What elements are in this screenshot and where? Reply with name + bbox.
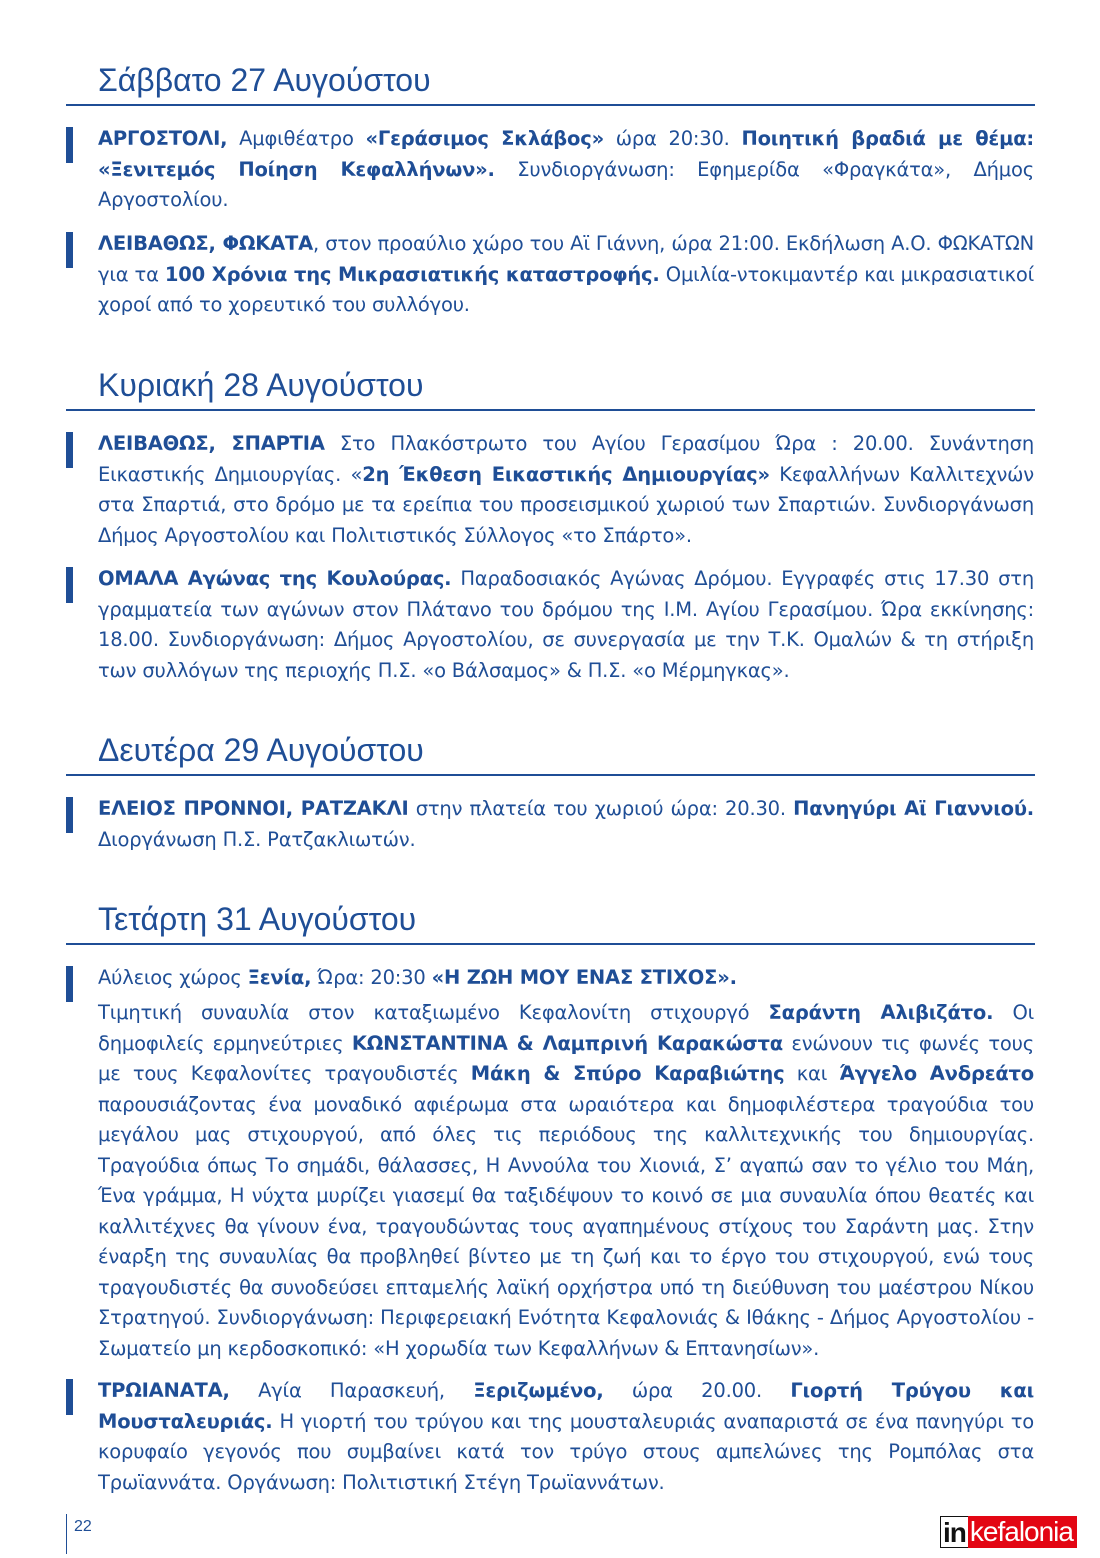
event-entry bbox=[98, 229, 1034, 321]
highlight-text: 100 Χρόνια της Μικρασιατικής καταστροφής. bbox=[164, 262, 660, 286]
footer-divider bbox=[66, 1514, 67, 1554]
heading-rule bbox=[66, 774, 1035, 776]
logo-in-text: in bbox=[940, 1516, 968, 1548]
event-entry bbox=[98, 124, 1034, 216]
highlight-text: ΛΕΙΒΑΘΩΣ, ΣΠΑΡΤΙΑ bbox=[98, 432, 325, 455]
highlight-text: ΕΛΕΙΟΣ ΠΡΟΝΝΟΙ, ΡΑΤΖΑΚΛΙ bbox=[98, 797, 409, 820]
body-text: Τιμητική συναυλία στον καταξιωμένο Κεφαλονίτη στιχουργό bbox=[98, 1001, 769, 1024]
body-text: ενώνουν τις φωνές τους με τους Κεφαλονίτες τραγουδιστές bbox=[98, 1031, 1034, 1085]
heading-rule bbox=[66, 104, 1035, 106]
event-entry bbox=[98, 564, 1034, 686]
highlight-text: ΑΡΓΟΣΤΟΛΙ, bbox=[98, 127, 228, 150]
logo-kefalonia-text: kefalonia bbox=[968, 1516, 1077, 1548]
section-heading-sun-28: Κυριακή 28 Αυγούστου bbox=[98, 367, 424, 403]
entry-marker-bar bbox=[66, 966, 73, 1002]
highlight-text: 2η Έκθεση Εικαστικής Δημιουργίας» bbox=[362, 462, 770, 486]
body-text: Ώρα: 20:30 bbox=[311, 966, 432, 989]
event-text bbox=[98, 429, 1034, 551]
highlight-text: Ξενία, bbox=[247, 966, 312, 989]
entry-marker-bar bbox=[66, 1379, 73, 1415]
highlight-text: ΚΩΝΣΤΑΝΤΙΝΑ & Λαμπρινή Καρακώστα bbox=[351, 1031, 783, 1055]
heading-rule bbox=[66, 409, 1035, 411]
event-text bbox=[98, 1376, 1034, 1498]
highlight-text: Ξεριζωμένο, bbox=[473, 1379, 604, 1402]
body-text: Οι δημοφιλείς ερμηνεύτριες bbox=[98, 1001, 1035, 1055]
event-entry bbox=[98, 1376, 1034, 1498]
event-text bbox=[98, 229, 1034, 321]
body-text: ώρα 20.00. bbox=[603, 1379, 791, 1402]
highlight-text: ΤΡΩΙΑΝΑΤΑ, bbox=[98, 1379, 230, 1402]
highlight-text: «Γεράσιμος Σκλάβος» bbox=[365, 127, 604, 150]
event-entry bbox=[98, 963, 1034, 994]
highlight-text: Ποιητική βραδιά με θέμα: «Ξενιτεμός Ποίηση Κεφαλλήνων». bbox=[98, 127, 1035, 181]
event-entry bbox=[98, 429, 1034, 551]
entry-marker-bar bbox=[66, 432, 73, 468]
body-text: ώρα 20:30. bbox=[603, 127, 742, 150]
highlight-text: Γιορτή Τρύγου και Μουσταλευριάς. bbox=[98, 1379, 1034, 1433]
highlight-text: ΟΜΑΛΑ Αγώνας της Κουλούρας. bbox=[98, 567, 452, 590]
heading-rule bbox=[66, 943, 1035, 945]
event-text bbox=[98, 794, 1034, 855]
event-text bbox=[98, 963, 1034, 994]
body-text: Η γιορτή του τρύγου και της μουσταλευριάς αναπαριστά σε ένα πανηγύρι το κορυφαίο γεγονός που συμβαίνει κατά τον τρύγο στους αμπελώνες της Ρομπόλας στα Τρωϊαννάτα. Οργάνωση: Πολιτιστική Στέγη Τρωϊαννάτων. bbox=[98, 1409, 1034, 1494]
section-heading-wed-31: Τετάρτη 31 Αυγούστου bbox=[98, 901, 417, 937]
body-text: Ομιλία-ντοκιμαντέρ και μικρασιατικοί χοροί από το χορευτικό του συλλόγου. bbox=[98, 262, 1034, 316]
highlight-text: Άγγελο Ανδρεάτο bbox=[839, 1062, 1034, 1085]
body-text: παρουσιάζοντας ένα μοναδικό αφιέρωμα στα ωραιότερα και δημοφιλέστερα τραγούδια του μεγάλου μας στιχουργού, από όλες τις περιόδους της καλλιτεχνικής του δημιουργίας. Τραγούδια όπως Το σημάδι, θάλασσες, Η Αννούλα του Χιονιά, Σ’ αγαπώ σαν το γέλιο του Μάη, Ένα γράμμα, Η νύχτα μυρίζει γιασεμί θα ταξιδέψουν το κοινό σε μια συναυλία όπου θεατές και καλλιτέχνες θα γίνουν ένα, τραγουδώντας τους αγαπημένους στίχους του Σαράντη μας. Στην έναρξη της συναυλίας θα προβληθεί βίντεο με τη ζωή και το έργο του στιχουργού, ενώ τους τραγουδιστές θα συνοδεύσει επταμελής λαϊκή ορχήστρα υπό τη διεύθυνση του μαέστρου Νίκου Στρατηγού. Συνδιοργάνωση: Περιφερειακή Ενότητα Κεφαλονιάς & Ιθάκης - Δήμος Αργοστολίου - Σωματείο μη κερδοσκοπικό: «Η χορωδία των Κεφαλλήνων & Επτανησίων». bbox=[98, 1092, 1034, 1360]
event-text bbox=[98, 998, 1034, 1364]
event-entry bbox=[98, 998, 1034, 1364]
body-text: Αύλειος χώρος bbox=[98, 966, 248, 989]
event-text bbox=[98, 564, 1034, 686]
body-text: Παραδοσιακός Αγώνας Δρόμου. Εγγραφές στις 17.30 στη γραμματεία των αγώνων στον Πλάτανο του δρόμου της Ι.Μ. Αγίου Γερασίμου. Ώρα εκκίνησης: 18.00. Συνδιοργάνωση: Δήμος Αργοστολίου, σε συνεργασία με την Τ.Κ. Ομαλών & τη στήριξη των συλλόγων της περιοχής Π.Σ. «ο Βάλσαμος» & Π.Σ. «ο Μέρμηγκας». bbox=[98, 567, 1034, 682]
highlight-text: ΛΕΙΒΑΘΩΣ, ΦΩΚΑΤΑ bbox=[98, 232, 314, 255]
event-entry bbox=[98, 794, 1034, 855]
body-text: Στο Πλακόστρωτο του Αγίου Γερασίμου Ώρα : 20.00. Συνάντηση Εικαστικής Δημιουργίας. « bbox=[98, 432, 1034, 486]
highlight-text: Πανηγύρι Αϊ Γιαννιού. bbox=[793, 797, 1035, 820]
body-text: Διοργάνωση Π.Σ. Ρατζακλιωτών. bbox=[98, 827, 416, 851]
section-heading-sat-27: Σάββατο 27 Αυγούστου bbox=[98, 62, 431, 98]
highlight-text: Σαράντη Αλιβιζάτο. bbox=[768, 1001, 994, 1024]
body-text: Κεφαλλήνων Καλλιτεχνών στα Σπαρτιά, στο δρόμο με τα ερείπια του προσεισμικού χωριού των Σπαρτιών. Συνδιοργάνωση Δήμος Αργοστολίου και Πολιτιστικός Σύλλογος «το Σπάρτο». bbox=[98, 462, 1034, 547]
entry-marker-bar bbox=[66, 232, 73, 268]
highlight-text: Μάκη & Σπύρο Καραβιώτης bbox=[470, 1062, 785, 1085]
highlight-text: «Η ΖΩΗ ΜΟΥ ΕΝΑΣ ΣΤΙΧΟΣ». bbox=[431, 966, 737, 989]
body-text: στην πλατεία του χωριού ώρα: 20.30. bbox=[408, 797, 794, 820]
event-text bbox=[98, 124, 1034, 216]
body-text: Αμφιθέατρο bbox=[227, 127, 366, 150]
body-text: , στον προαύλιο χώρο του Αϊ Γιάννη, ώρα 21:00. Εκδήλωση Α.Ο. ΦΩΚΑΤΩΝ για τα bbox=[98, 232, 1034, 286]
body-text: Συνδιοργάνωση: Εφημερίδα «Φραγκάτα», Δήμος Αργοστολίου. bbox=[98, 157, 1034, 211]
entry-marker-bar bbox=[66, 127, 73, 163]
page-number: 22 bbox=[74, 1518, 92, 1535]
inkefalonia-logo bbox=[940, 1516, 1077, 1548]
body-text: και bbox=[784, 1062, 840, 1085]
entry-marker-bar bbox=[66, 567, 73, 603]
section-heading-mon-29: Δευτέρα 29 Αυγούστου bbox=[98, 732, 424, 768]
body-text: Αγία Παρασκευή, bbox=[229, 1379, 474, 1402]
entry-marker-bar bbox=[66, 797, 73, 833]
